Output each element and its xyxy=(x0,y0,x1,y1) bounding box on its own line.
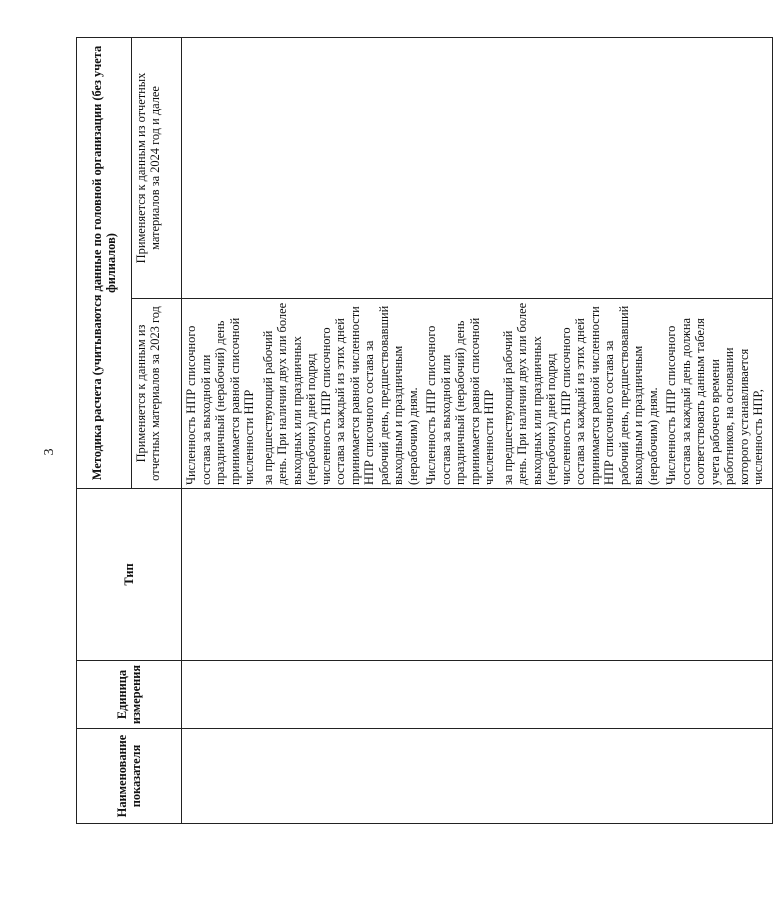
header-type: Тип xyxy=(77,489,182,661)
document-sheet xyxy=(76,38,765,824)
cell-indicator-name xyxy=(182,729,773,824)
page-number: 3 xyxy=(42,448,57,456)
method-paragraph: Численность НПР списочного состава за каждый день должна соответствовать данным табеля учета рабочего времени работников, на основании которого устанавливается численность НПР, xyxy=(664,318,765,485)
cell-type xyxy=(182,489,773,661)
header-indicator-name: Наименование показателя xyxy=(77,729,182,824)
header-unit: Единица измерения xyxy=(77,661,182,729)
method-paragraph: Численность НПР списочного состава за выходной или праздничный (нерабочий) день принимается равной списочной численности НПР xyxy=(184,317,256,485)
method-paragraph: Численность НПР списочного состава за выходной или праздничный (нерабочий) день принимается равной списочной численности НПР xyxy=(424,317,496,485)
header-2024: Применяется к данным из отчетных материалов за 2024 год и далее xyxy=(132,37,182,298)
cell-method-2023 xyxy=(182,299,773,489)
method-paragraph: за предшествующий рабочий день. При наличии двух или более выходных или праздничных (нерабочих) дней подряд численность НПР списочного состава за каждый из этих дней принимается равной численности НПР списочного состава за рабочий день, предшествовавший выходным и праздничным (нерабочим) дням. xyxy=(260,302,420,485)
cell-unit xyxy=(182,661,773,729)
header-2023: Применяется к данным из отчетных материалов за 2023 год xyxy=(132,299,182,489)
cell-method-2024 xyxy=(182,37,773,298)
method-paragraph: за предшествующий рабочий день. При наличии двух или более выходных или праздничных (нерабочих) дней подряд численность НПР списочного состава за каждый из этих дней принимается равной численности НПР списочного состава за рабочий день, предшествовавший выходным и праздничным (нерабочим) дням. xyxy=(500,302,660,485)
methodology-table xyxy=(76,37,773,824)
header-method: Методика расчета (учитываются данные по головной организации (без учета филиалов) xyxy=(77,37,132,488)
